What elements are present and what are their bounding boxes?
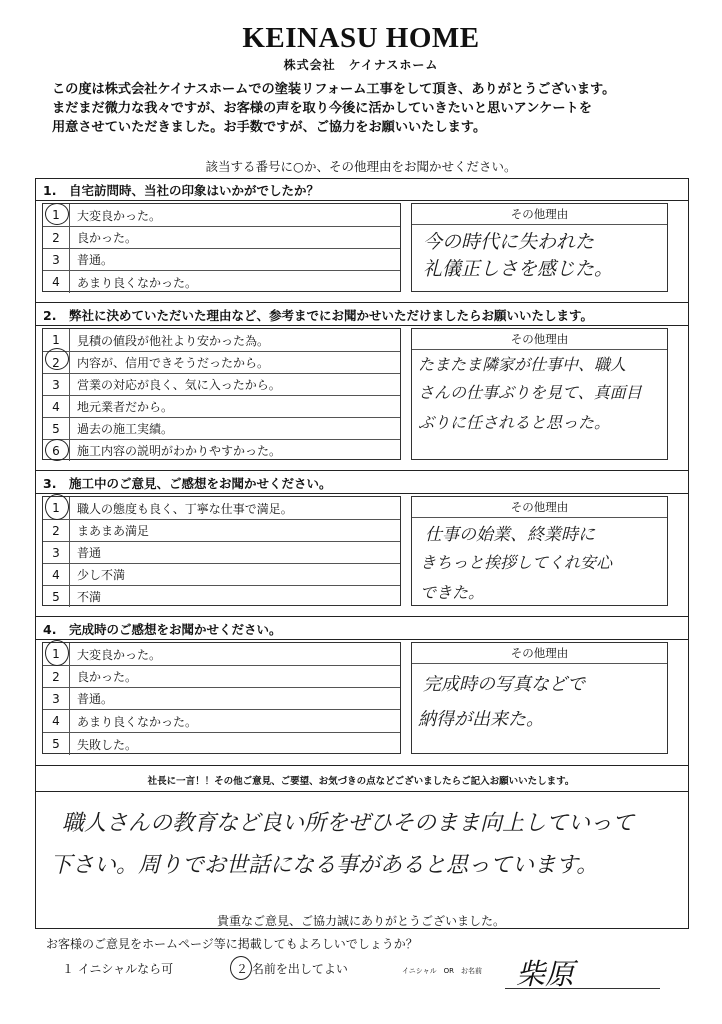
option-label: 普通。 xyxy=(77,692,114,706)
option-number: 4 xyxy=(43,271,70,293)
handwritten-reason: さんの仕事ぶりを見て、真面目 xyxy=(418,383,642,402)
thanks-text: 貴重なご意見、ご協力誠にありがとうございました。 xyxy=(216,914,505,928)
option-number: 5 xyxy=(43,586,70,607)
option-number: 3 xyxy=(43,688,70,709)
question-2-title: 2. 弊社に決めていただいた理由など、参考までにお聞かせいただけましたらお願いいたします。 xyxy=(43,308,593,323)
option-row[interactable] xyxy=(43,585,400,607)
option-row[interactable] xyxy=(43,519,400,541)
option-row[interactable] xyxy=(43,226,400,248)
option-number: 5 xyxy=(43,733,70,755)
handwritten-comment: 職人さんの教育など良い所をぜひそのまま向上していって xyxy=(62,811,635,836)
option-label: 大変良かった。 xyxy=(77,647,162,662)
option-number: 3 xyxy=(43,249,70,270)
option-number: 2 xyxy=(43,352,70,373)
handwritten-reason: 今の時代に失われた xyxy=(423,231,595,253)
question-4-options xyxy=(42,642,401,754)
option-number: 1 xyxy=(43,204,70,226)
option-row[interactable] xyxy=(43,563,400,585)
selection-circle xyxy=(45,203,69,225)
question-4-reason-box[interactable] xyxy=(411,642,668,754)
option-number: 3 xyxy=(43,374,70,395)
option-row[interactable] xyxy=(43,373,400,395)
divider xyxy=(35,200,689,201)
selection-circle xyxy=(45,348,69,370)
intro-line: まだまだ微力な我々ですが、お客様の声を取り今後に活かしていきたいと思いアンケートを xyxy=(52,101,592,116)
option-row[interactable] xyxy=(43,248,400,270)
option-number: 4 xyxy=(43,710,70,732)
question-4-title: 4. 完成時のご感想をお聞かせください。 xyxy=(43,622,282,637)
option-number: 2 xyxy=(43,666,70,687)
permission-question: お客様のご意見をホームページ等に掲載してもよろしいでしょうか？ xyxy=(46,937,418,951)
option-row[interactable] xyxy=(43,204,400,226)
permission-option-name[interactable]: ２ 名前を出してよい xyxy=(236,962,348,976)
handwritten-reason: 仕事の始業、終業時に xyxy=(425,525,595,545)
option-label: 内容が、信用できそうだったから。 xyxy=(77,356,270,370)
option-number: 2 xyxy=(43,227,70,248)
option-number: 2 xyxy=(43,520,70,541)
divider xyxy=(35,791,689,792)
option-label: まあまあ満足 xyxy=(77,524,150,538)
handwritten-reason: ぶりに任されると思った。 xyxy=(418,413,611,432)
option-row[interactable] xyxy=(43,270,400,293)
option-row[interactable] xyxy=(43,665,400,687)
option-row[interactable] xyxy=(43,395,400,417)
option-row[interactable] xyxy=(43,687,400,709)
handwritten-reason: 礼儀正しさを感じた。 xyxy=(423,258,614,280)
handwritten-reason: 完成時の写真などで xyxy=(423,674,585,695)
selection-circle xyxy=(45,439,69,461)
question-3-title: 3. 施工中のご意見、ご感想をお聞かせください。 xyxy=(43,476,332,491)
option-number: 6 xyxy=(43,440,70,461)
brand-title: KEINASU HOME xyxy=(242,22,480,54)
option-label: 施工内容の説明がわかりやすかった。 xyxy=(77,444,282,458)
option-label: 良かった。 xyxy=(77,670,138,684)
option-number: 3 xyxy=(43,542,70,563)
handwritten-reason: たまたま隣家が仕事中、職人 xyxy=(418,355,627,374)
question-3-options xyxy=(42,496,401,606)
divider xyxy=(35,470,689,471)
option-number: 1 xyxy=(43,643,70,665)
option-label: 少し不満 xyxy=(77,568,126,582)
selection-circle xyxy=(230,956,252,980)
permission-option-initials[interactable]: １ イニシャルなら可 xyxy=(62,962,174,976)
option-number: 5 xyxy=(43,418,70,439)
question-2-options xyxy=(42,328,401,460)
divider xyxy=(35,639,689,640)
option-row[interactable] xyxy=(43,351,400,373)
option-row[interactable] xyxy=(43,329,400,351)
selection-circle xyxy=(45,494,69,520)
instruction-text: 該当する番号に○か、その他理由をお聞かせください。 xyxy=(205,159,517,174)
divider xyxy=(35,765,689,766)
option-label: 普通。 xyxy=(77,253,114,267)
reason-header: その他理由 xyxy=(412,643,667,664)
option-row[interactable] xyxy=(43,497,400,519)
intro-text xyxy=(52,80,692,137)
handwritten-comment: 下さい。周りでお世話になる事があると思っています。 xyxy=(50,853,599,878)
option-label: 地元業者だから。 xyxy=(77,400,174,414)
signature: 柴原 xyxy=(516,957,575,991)
reason-header: その他理由 xyxy=(412,204,667,225)
question-1-options xyxy=(42,203,401,292)
handwritten-reason: 納得が出来た。 xyxy=(418,709,544,730)
option-label: 大変良かった。 xyxy=(77,208,162,223)
reason-header: その他理由 xyxy=(412,497,667,518)
option-label: あまり良くなかった。 xyxy=(77,714,198,729)
option-label: 職人の態度も良く、丁寧な仕事で満足。 xyxy=(77,501,293,516)
option-label: 過去の施工実績。 xyxy=(77,422,174,436)
divider xyxy=(35,616,689,617)
option-row[interactable] xyxy=(43,732,400,755)
signature-line xyxy=(505,988,660,989)
divider xyxy=(35,493,689,494)
intro-line: 用意させていただきました。お手数ですが、ご協力をお願いいたします。 xyxy=(52,120,487,135)
intro-line: この度は株式会社ケイナスホームでの塗装リフォーム工事をして頂き、ありがとうございます。 xyxy=(52,82,616,97)
ceo-comment-prompt: 社長に一言！！その他ご意見、ご要望、お気づきの点などございましたらご記入お願いいたします。 xyxy=(147,776,575,787)
option-number: 4 xyxy=(43,396,70,417)
handwritten-reason: できた。 xyxy=(420,583,485,602)
option-row[interactable] xyxy=(43,643,400,665)
handwritten-reason: きちっと挨拶してくれ安心 xyxy=(420,553,613,572)
divider xyxy=(35,302,689,303)
option-label: 見積の値段が他社より安かった為。 xyxy=(77,333,270,348)
option-row[interactable] xyxy=(43,541,400,563)
question-1-title: 1. 自宅訪問時、当社の印象はいかがでしたか？ xyxy=(43,183,319,198)
option-row[interactable] xyxy=(43,709,400,732)
option-row[interactable] xyxy=(43,439,400,461)
selection-circle xyxy=(45,640,69,666)
reason-header: その他理由 xyxy=(412,329,667,350)
option-label: 普通 xyxy=(77,546,102,560)
option-row[interactable] xyxy=(43,417,400,439)
option-label: 失敗した。 xyxy=(77,737,138,752)
divider xyxy=(35,325,689,326)
option-label: あまり良くなかった。 xyxy=(77,275,198,290)
option-number: 1 xyxy=(43,329,70,351)
option-number: 1 xyxy=(43,497,70,519)
option-label: 営業の対応が良く、気に入ったから。 xyxy=(77,378,281,392)
option-label: 不満 xyxy=(77,590,102,604)
option-number: 4 xyxy=(43,564,70,585)
option-label: 良かった。 xyxy=(77,231,138,245)
company-name: 株式会社 ケイナスホーム xyxy=(283,58,439,72)
signature-label: イニシャル OR お名前 xyxy=(402,967,482,975)
